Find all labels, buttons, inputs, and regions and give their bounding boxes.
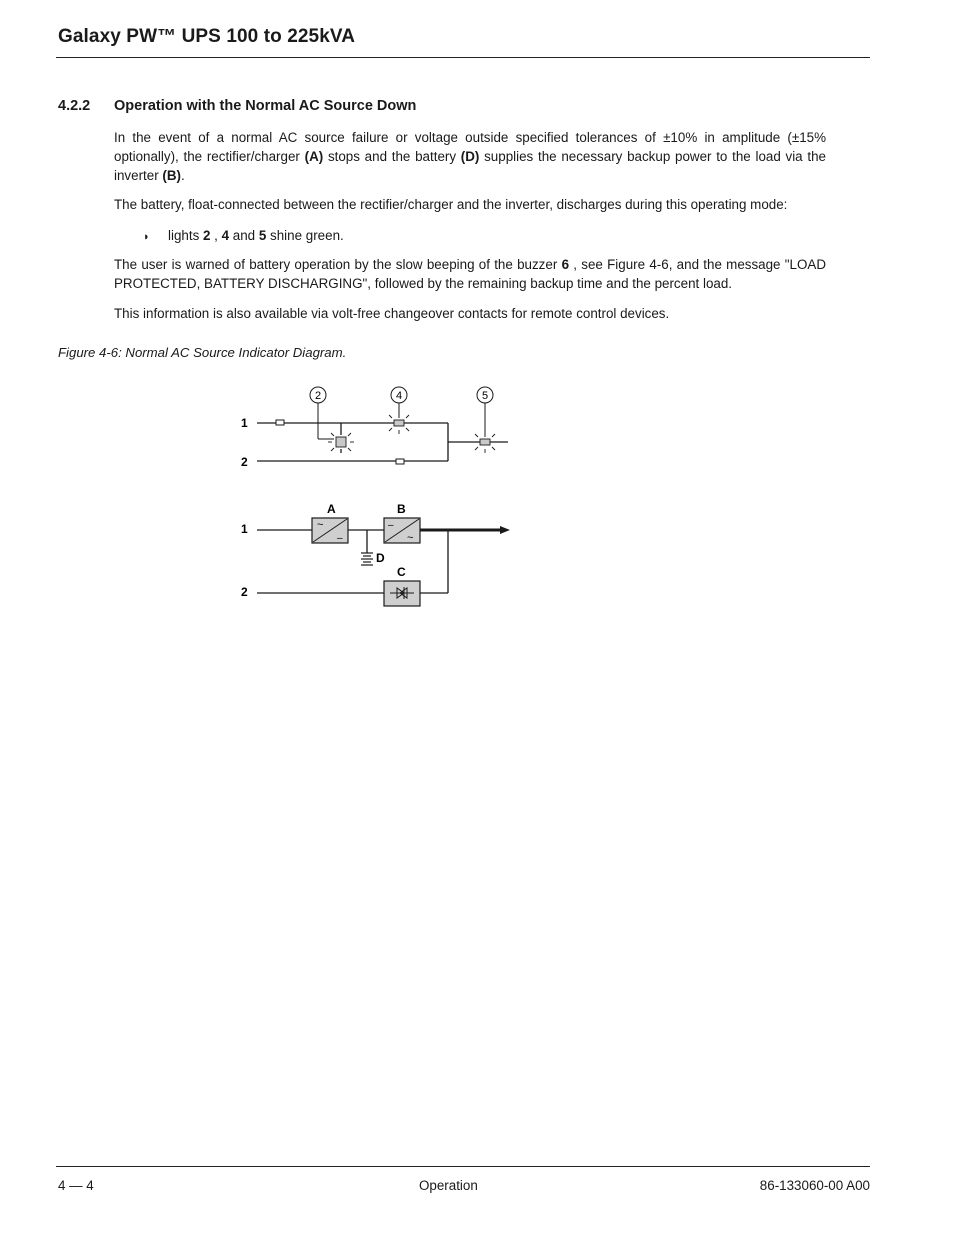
- inverter-dc-symbol: –: [388, 520, 394, 531]
- bullet-icon: ◗: [143, 231, 150, 243]
- block-label-d: D: [376, 551, 385, 565]
- callout-label-4: 4: [395, 390, 403, 402]
- line-label-1-bottom: 1: [241, 522, 248, 536]
- block-label-b: B: [397, 502, 406, 516]
- line-label-1-top: 1: [241, 416, 248, 430]
- footer-section-name: Operation: [419, 1178, 478, 1193]
- page-header-title: Galaxy PW™ UPS 100 to 225kVA: [58, 26, 356, 47]
- battery-icon: [361, 553, 373, 565]
- switch-box-line1: [276, 420, 284, 425]
- mimic-lines: [257, 423, 508, 461]
- indicator-diagram: [230, 380, 530, 620]
- inverter-block-b: [384, 518, 420, 544]
- static-switch-block-c: [384, 581, 420, 606]
- output-arrow-icon: [500, 526, 510, 534]
- callout-label-2: 2: [314, 390, 322, 402]
- paragraph-ac-failure: In the event of a normal AC source failure or voltage outside specified tolerances of ±10% in amplitude (±15% optionally), the rectifier/charger (A) stops and the battery (D) supplies the necessary backup power to the load via the inverter (B).: [114, 130, 826, 183]
- block-label-c: C: [397, 565, 406, 579]
- section-number: 4.2.2: [58, 98, 91, 114]
- paragraph-volt-free-contacts: This information is also available via volt-free changeover contacts for remote control devices.: [114, 306, 670, 321]
- rectifier-block-a: [312, 518, 348, 544]
- rectifier-ac-symbol: ~: [317, 519, 324, 531]
- bullet-item-lights: ◗ lights 2 , 4 and 5 shine green.: [143, 226, 344, 247]
- footer-doc-number: 86-133060-00 A00: [759, 1178, 870, 1193]
- switch-box-line2: [396, 459, 404, 464]
- line-label-2-bottom: 2: [241, 585, 248, 599]
- section-heading: [58, 98, 416, 114]
- block-label-a: A: [327, 502, 336, 516]
- line-label-2-top: 2: [241, 455, 248, 469]
- rectifier-dc-symbol: –: [337, 533, 343, 544]
- callout-2: [310, 387, 334, 439]
- callout-label-5: 5: [481, 390, 489, 402]
- footer-divider: [56, 1166, 870, 1167]
- figure-caption: Figure 4-6: Normal AC Source Indicator Diagram.: [58, 345, 347, 360]
- header-divider: [56, 57, 870, 58]
- section-title: Operation with the Normal AC Source Down: [114, 98, 417, 114]
- inverter-ac-symbol: ~: [407, 532, 414, 544]
- paragraph-battery: The battery, float-connected between the rectifier/charger and the inverter, discharges during this operating mode:: [114, 197, 788, 212]
- footer-page-number: 4 — 4: [58, 1178, 94, 1193]
- paragraph-buzzer-warning: The user is warned of battery operation by the slow beeping of the buzzer 6 , see Figure 4-6, and the message "LOAD PROTECTED, BATTERY DISCHARGING", followed by the remaining backup time and the percent load.: [114, 257, 826, 291]
